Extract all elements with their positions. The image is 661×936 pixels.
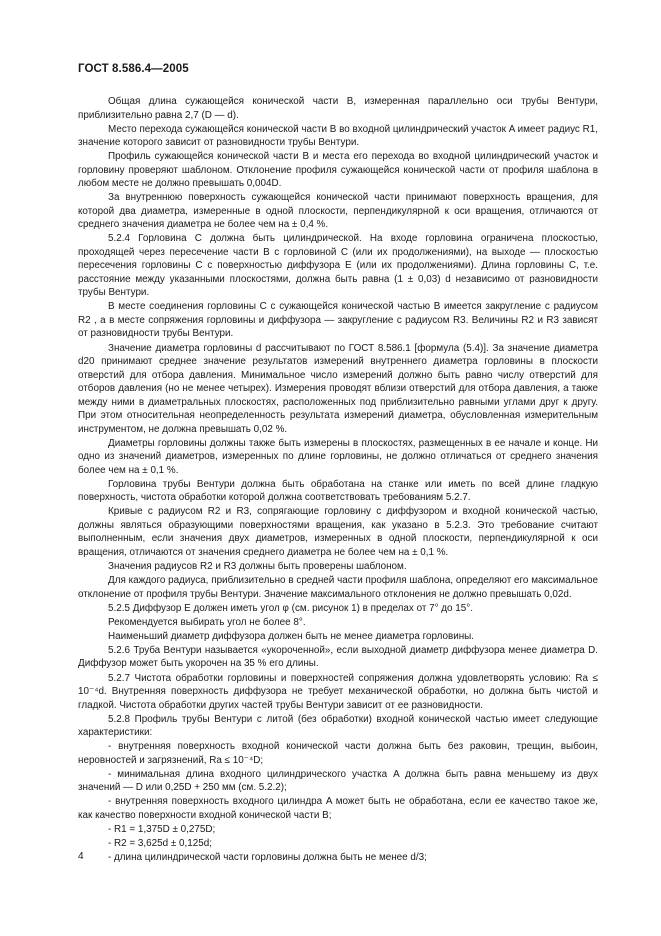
list-item: - R2 = 3,625d ± 0,125d; (108, 838, 212, 850)
paragraph: Значения радиусов R2 и R3 должны быть проверены шаблоном. (108, 560, 407, 572)
paragraph: Значение диаметра горловины d рассчитывают по ГОСТ 8.586.1 [формула (5.4)]. За значение диаметра d20 принимают среднее значение результатов измерений внутреннего диаметра горловины в плоскости отверстий для отбора давления. Минимальное число измерений должно быть равно числу отверстий для отборов давления (но не менее четырех). Измерения проводят вблизи отверстий для отбора давления, а также между ними в диаметральных плоскостях, расположенных под приблизительно равными углами друг к другу. При этом относительная неопределенность результата измерений диаметра, обусловленная измерительным инструментом, не должна превышать 0,02 %. (78, 342, 598, 435)
document-header: ГОСТ 8.586.4—2005 (78, 63, 189, 75)
paragraph-5-2-6: 5.2.6 Труба Вентури называется «укороченной», если выходной диаметр диффузора менее диаметра D. Диффузор может быть укорочен на 35 % его длины. (78, 644, 598, 670)
paragraph-5-2-5: 5.2.5 Диффузор E должен иметь угол φ (см. рисунок 1) в пределах от 7° до 15°. (108, 602, 473, 614)
list-item: - минимальная длина входного цилиндрического участка A должна быть равна меньшему из двух значений — D или 0,25D + 250 мм (см. 5.2.2); (78, 768, 598, 794)
list-item: - R1 = 1,375D ± 0,275D; (108, 823, 216, 835)
paragraph: Диаметры горловины должны также быть измерены в плоскостях, размещенных в ее начале и конце. Ни одно из значений диаметров, измеренных по длине горловины, не должно отличаться от среднего значения более чем на ± 0,1 %. (78, 437, 598, 476)
paragraph: Кривые с радиусом R2 и R3, сопрягающие горловину с диффузором и входной конической частью, должны являться образующими поверхностями вращения, как указано в 5.2.3. Это требование считают выполненным, если значения двух диаметров, измеренных в одной плоскости, перпендикулярной к оси вращения, отличаются от значения среднего диаметра не более чем на ± 0,1 %. (78, 506, 598, 558)
list-item: - внутренняя поверхность входного цилиндра A может быть не обработана, если ее качество такое же, как качество поверхности входной конической части B; (78, 796, 598, 821)
paragraph: Место перехода сужающейся конической части B во входной цилиндрический участок A имеет радиус R1, значение которого зависит от разновидности трубы Вентури. (78, 123, 598, 149)
paragraph-5-2-8: 5.2.8 Профиль трубы Вентури с литой (без обработки) входной конической частью имеет следующие характеристики: (78, 713, 598, 739)
paragraph: В месте соединения горловины C с сужающейся конической частью B имеется закругление с радиусом R2 , а в месте сопряжения горловины и диффузора — закругление с радиусом R3. Величины R2 и R3 зависят от разновидности трубы Вентури. (78, 301, 598, 340)
list-item: - внутренняя поверхность входной конической части должна быть без раковин, трещин, выбоин, неровностей и загрязнений, Ra ≤ 10⁻⁴D; (78, 741, 598, 766)
paragraph: Наименьший диаметр диффузора должен быть не менее диаметра горловины. (108, 630, 475, 642)
paragraph: Горловина трубы Вентури должна быть обработана на станке или иметь по всей длине гладкую поверхность, чистота обработки которой должна соответствовать требованиям 5.2.7. (78, 478, 598, 504)
paragraph-5-2-7: 5.2.7 Чистота обработки горловины и поверхностей сопряжения должна удовлетворять условию: Ra ≤ 10⁻⁴d. Внутренняя поверхность диффузора не требует механической обработки, но должна быть чистой и гладкой. Чистота обработки других частей трубы Вентури зависит от ее разновидности. (78, 672, 598, 711)
paragraph-5-2-4: 5.2.4 Горловина C должна быть цилиндрической. На входе горловина ограничена плоскостью, проходящей через пересечение части B с горловиной C (или их продолжениями), на выходе — плоскостью пересечения горловины C с поверхностью диффузора E (или их продолжениями). Длина горловины C, т.е. расстояние между указанными плоскостями, должна быть равна (1 ± 0,03) d независимо от разновидности трубы Вентури. (78, 233, 598, 299)
list-item: - длина цилиндрической части горловины должна быть не менее d/3; (108, 852, 427, 864)
paragraph: Для каждого радиуса, приблизительно в средней части профиля шаблона, определяют его максимальное отклонение от профиля трубы Вентури. Значение максимального отклонения не должно превышать 0,02d. (78, 575, 598, 600)
paragraph: Общая длина сужающейся конической части B, измеренная параллельно оси трубы Вентури, приблизительно равна 2,7 (D — d). (78, 96, 598, 121)
paragraph: Рекомендуется выбирать угол не более 8°. (108, 616, 306, 628)
paragraph: Профиль сужающейся конической части B и места его перехода во входной цилиндрический участок и горловину проверяют шаблоном. Отклонение профиля сужающейся конической части от профиля шаблона в любом месте не должно превышать 0,004D. (78, 151, 598, 190)
document-body (78, 95, 598, 865)
page-number: 4 (78, 851, 84, 862)
paragraph: За внутреннюю поверхность сужающейся конической части принимают поверхность вращения, для которой два диаметра, измеренные в одной плоскости, перпендикулярной к оси вращения, отличаются от среднего значения диаметра не более чем на ± 0,4 %. (78, 192, 598, 231)
